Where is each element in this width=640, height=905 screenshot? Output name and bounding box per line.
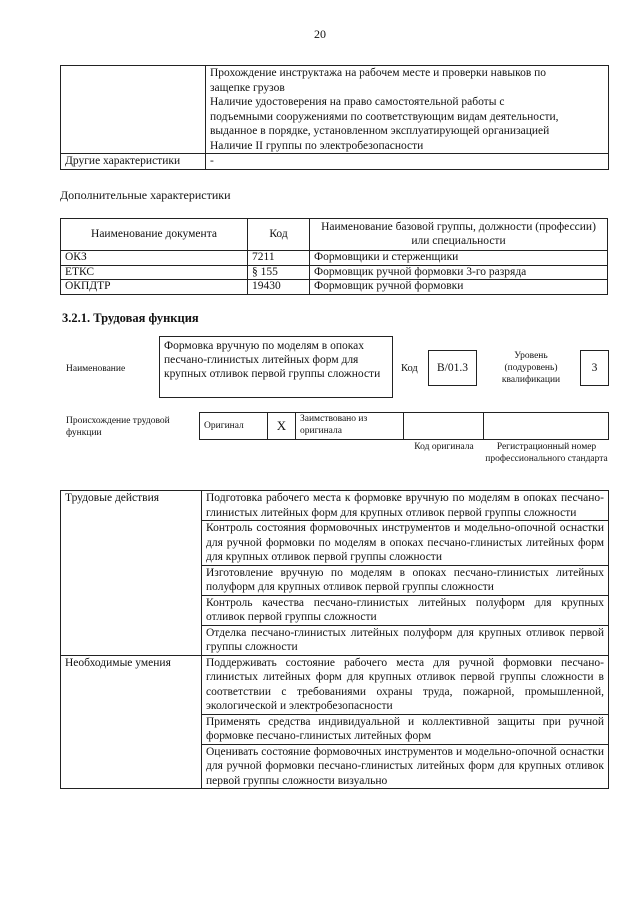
table-row (61, 265, 608, 280)
group-cell: Формовщик ручной формовки 3-го разряда (310, 265, 608, 280)
labor-action: Подготовка рабочего места к формовке вручную по моделям в опоках песчано-глинистых литейных форм для крупных отливок первой группы сложности (202, 491, 609, 521)
name-label: Наименование (66, 364, 126, 374)
level-label-line: квалификации (501, 375, 561, 385)
labor-action: Контроль качества песчано-глинистых литейных полуформ для крупных отливок первой группы сложности (202, 595, 609, 625)
code-cell: 7211 (248, 251, 310, 266)
reg-number-cell (484, 413, 609, 440)
level-value-box: 3 (580, 350, 609, 386)
original-label: Оригинал (200, 413, 268, 440)
header-group-name: Наименование базовой группы, должности (профессии) или специальности (310, 219, 608, 251)
group-cell: Формовщики и стерженщики (310, 251, 608, 266)
code-cell: 19430 (248, 280, 310, 295)
labor-action: Отделка песчано-глинистых литейных полуформ для крупных отливок первой группы сложности (202, 625, 609, 655)
doc-cell: ОКЗ (61, 251, 248, 266)
labor-action: Контроль состояния формовочных инструментов и модельно-опочной оснастки для ручной формовки по моделям в опоках песчано-глинистых литейных форм для крупных отливок первой группы сложности (202, 521, 609, 566)
skill: Применять средства индивидуальной и коллективной защиты при ручной формовке песчано-глинистых литейных форм (202, 714, 609, 744)
origin-table (199, 412, 609, 440)
level-label-line: Уровень (514, 351, 548, 361)
requirement-line: выданное в порядке, установленном эксплуатирующей организацией (210, 125, 550, 137)
original-mark: X (268, 413, 296, 440)
group-cell: Формовщик ручной формовки (310, 280, 608, 295)
requirement-line: Наличие удостоверения на право самостоятельной работы с (210, 96, 505, 108)
function-name-box: Формовка вручную по моделям в опоках песчано-глинистых литейных форм для крупных отливок первой группы сложности (159, 336, 393, 398)
table-row (61, 280, 608, 295)
level-label (488, 350, 574, 386)
additional-characteristics-title: Дополнительные характеристики (60, 188, 231, 202)
labor-actions-label: Трудовые действия (61, 491, 202, 656)
requirement-line: защепке грузов (210, 81, 285, 94)
other-characteristics-label: Другие характеристики (61, 154, 206, 170)
page-number: 20 (314, 27, 326, 41)
function-code-box: B/01.3 (428, 350, 477, 386)
header-code: Код (248, 219, 310, 251)
requirements-cell (206, 66, 609, 154)
labor-action: Изготовление вручную по моделям в опоках песчано-глинистых литейных полуформ для крупных отливок первой группы сложности (202, 565, 609, 595)
skills-label: Необходимые умения (61, 655, 202, 789)
header-document: Наименование документа (61, 219, 248, 251)
reg-number-label: Регистрационный номер профессионального стандарта (485, 442, 608, 464)
code-label: Код (401, 363, 418, 374)
table-row (61, 251, 608, 266)
doc-cell: ЕТКС (61, 265, 248, 280)
origin-code-label: Код оригинала (414, 442, 474, 452)
table-row (61, 655, 609, 714)
other-characteristics-value: - (206, 154, 609, 170)
skill: Поддерживать состояние рабочего места для ручной формовки песчано-глинистых литейных форм для крупных отливок первой группы сложности в соответствии с требованиями охраны труда, пожарной, промышленной, экологической и электробезопасности (202, 655, 609, 714)
doc-cell: ОКПДТР (61, 280, 248, 295)
level-label-line: (подуровень) (504, 363, 558, 373)
requirement-line: Прохождение инструктажа на рабочем месте и проверки навыков по (210, 67, 547, 79)
origin-label: Происхождение трудовой функции (66, 416, 170, 438)
qualification-requirements-table (60, 65, 609, 170)
labor-actions-table (60, 490, 609, 789)
table-row (61, 491, 609, 521)
requirement-line: Наличие II группы по электробезопасности (210, 139, 424, 152)
skill: Оценивать состояние формовочных инструментов и модельно-опочной оснастки для ручной формовки песчано-глинистых литейных форм для крупных отливок первой группы сложности визуально (202, 744, 609, 789)
borrowed-label: Заимствовано из оригинала (296, 413, 404, 440)
requirements-label-cell (61, 66, 206, 154)
additional-characteristics-table (60, 218, 608, 295)
section-title: 3.2.1. Трудовая функция (62, 311, 199, 325)
requirement-line: подъемными сооружениями по соответствующим видам деятельности, (210, 110, 559, 123)
origin-code-cell (404, 413, 484, 440)
code-cell: § 155 (248, 265, 310, 280)
